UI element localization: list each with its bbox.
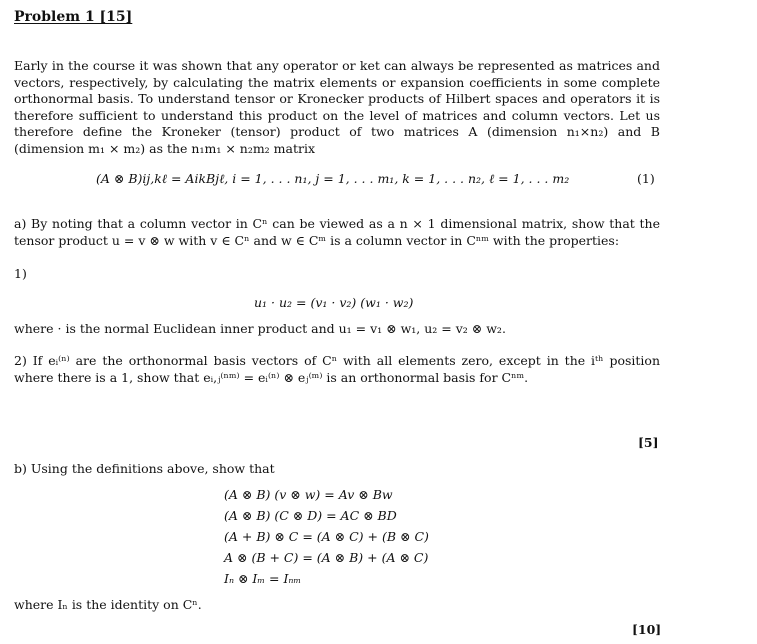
part-b-text: b) Using the definitions above, show that bbox=[14, 461, 275, 476]
equation-line: (A ⊗ B) (v ⊗ w) = Av ⊗ Bw bbox=[224, 487, 393, 502]
intro-paragraph: Early in the course it was shown that any operator or ket can always be represented as matrices and vectors, respectively, by calculating the matrix elements or expansion coefficients in some complete orthonormal basis. To understand tensor or Kronecker products of Hilbert spaces and operators it is therefore sufficient to understand this product on the level of matrices and column vectors. Let us therefore define the Kroneker (tensor) product of two matrices A (dimension n₁×n₂) and B (dimension m₁ × m₂) as the n₁m₁ × n₂m₂ matrix bbox=[14, 58, 660, 156]
item-2-text: 2) If eᵢ⁽ⁿ⁾ are the orthonormal basis vectors of Cⁿ with all elements zero, except in the iᵗʰ position where there is a 1, show that eᵢ,ⱼ⁽ⁿᵐ⁾ = eᵢ⁽ⁿ⁾ ⊗ eⱼ⁽ᵐ⁾ is an orthonormal basis for Cⁿᵐ. bbox=[14, 353, 660, 385]
equation-line: (A + B) ⊗ C = (A ⊗ C) + (B ⊗ C) bbox=[224, 529, 429, 544]
equation-number: (1) bbox=[637, 171, 655, 186]
item-1-label: 1) bbox=[14, 266, 27, 281]
part-b-equations bbox=[224, 484, 429, 589]
inner-product-equation: u₁ · u₂ = (v₁ · v₂) (w₁ · w₂) bbox=[254, 295, 414, 310]
problem-title: Problem 1 [15] bbox=[14, 9, 133, 25]
part-b-where-text: where Iₙ is the identity on Cⁿ. bbox=[14, 597, 202, 612]
part-b-marks: [10] bbox=[632, 622, 662, 637]
part-a-marks: [5] bbox=[638, 435, 659, 450]
equation-line: A ⊗ (B + C) = (A ⊗ B) + (A ⊗ C) bbox=[224, 550, 429, 565]
part-a-text: a) By noting that a column vector in Cⁿ can be viewed as a n × 1 dimensional matrix, show that the tensor product u = v ⊗ w with v ∈ Cⁿ and w ∈ Cᵐ is a column vector in Cⁿᵐ with the properties: bbox=[14, 216, 660, 248]
equation-line: Iₙ ⊗ Iₘ = Iₙₘ bbox=[224, 571, 302, 586]
kronecker-definition-equation: (A ⊗ B)ij,kℓ = AikBjℓ, i = 1, . . . n₁, j = 1, . . . m₁, k = 1, . . . n₂, ℓ = 1, . . . m₂ bbox=[96, 171, 570, 186]
equation-line: (A ⊗ B) (C ⊗ D) = AC ⊗ BD bbox=[224, 508, 397, 523]
item-1-where-text: where · is the normal Euclidean inner product and u₁ = v₁ ⊗ w₁, u₂ = v₂ ⊗ w₂. bbox=[14, 321, 506, 336]
